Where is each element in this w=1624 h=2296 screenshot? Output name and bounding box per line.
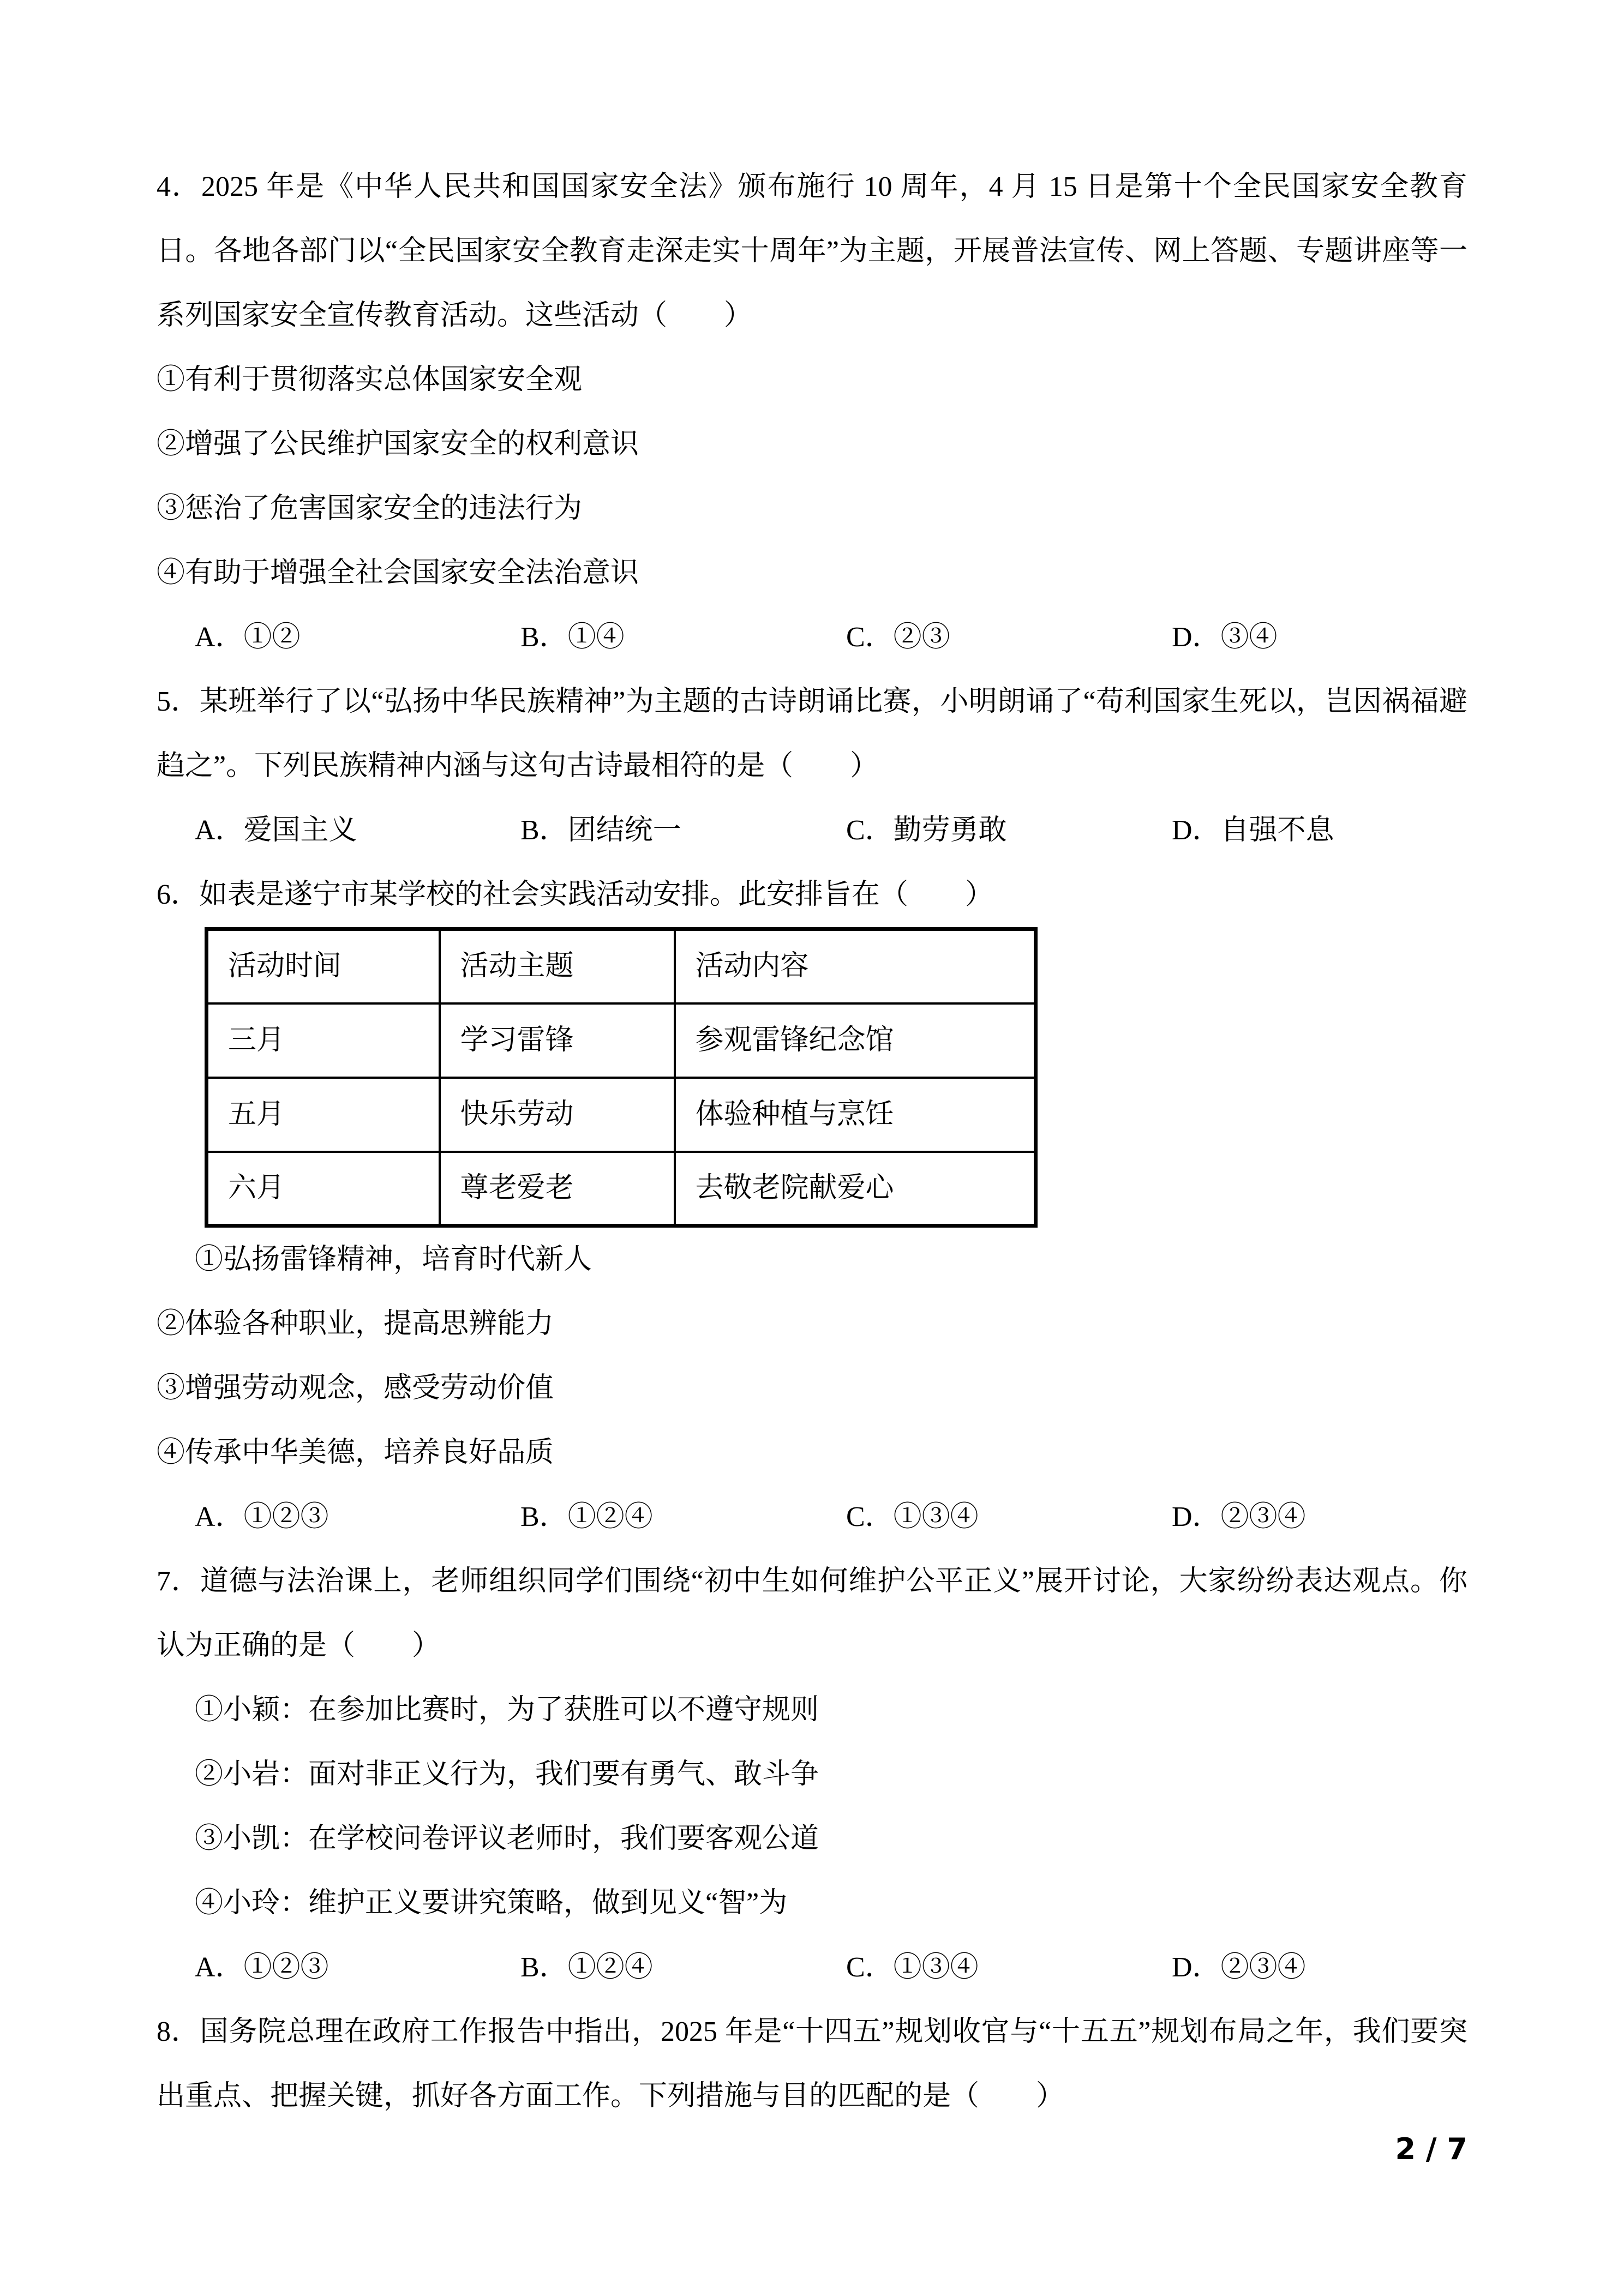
q7-option-d: D．②③④ xyxy=(1172,1952,1306,1983)
table-header-activity-content: 活动内容 xyxy=(675,929,1036,1003)
q7-statement-4: ④小玲：维护正义要讲究策略，做到见义“智”为 xyxy=(195,1888,788,1919)
question-8-stem: 8．国务院总理在政府工作报告中指出，2025 年是“十四五”规划收官与“十五五”规划布局之年，我们要突出重点、把握关键，抓好各方面工作。下列措施与目的匹配的是（ ） xyxy=(157,2016,1467,2112)
table-cell-theme-elderly: 尊老爱老 xyxy=(440,1152,675,1226)
table-cell-content-leifeng: 参观雷锋纪念馆 xyxy=(675,1003,1036,1078)
q4-statement-2: ②增强了公民维护国家安全的权利意识 xyxy=(157,429,639,460)
q6-options-row xyxy=(157,1485,1467,1549)
q7-option-c: C．①③④ xyxy=(846,1952,979,1983)
q4-option-d: D．③④ xyxy=(1172,622,1278,653)
q6-option-a: A．①②③ xyxy=(195,1501,329,1532)
q4-option-c: C．②③ xyxy=(846,622,950,653)
q7-statement-3: ③小凯：在学校问卷评议老师时，我们要客观公道 xyxy=(195,1823,819,1854)
question-7-stem: 7．道德与法治课上，老师组织同学们围绕“初中生如何维护公平正义”展开讨论，大家纷纷表达观点。你认为正确的是（ ） xyxy=(157,1566,1467,1661)
q4-options-row xyxy=(157,605,1467,670)
question-5-stem: 5．某班举行了以“弘扬中华民族精神”为主题的古诗朗诵比赛，小明朗诵了“苟利国家生死以，岂因祸福避趋之”。下列民族精神内涵与这句古诗最相符的是（ ） xyxy=(157,686,1467,782)
q4-option-b: B．①④ xyxy=(520,622,625,653)
page-number: 2 / 7 xyxy=(1395,2132,1467,2166)
q7-statement-1: ①小颖：在参加比赛时，为了获胜可以不遵守规则 xyxy=(195,1694,819,1726)
q7-option-b: B．①②④ xyxy=(520,1952,653,1983)
q6-option-b: B．①②④ xyxy=(520,1501,653,1532)
table-cell-month-may: 五月 xyxy=(207,1078,440,1152)
q6-statement-3: ③增强劳动观念，感受劳动价值 xyxy=(157,1373,554,1404)
table-cell-theme-leifeng: 学习雷锋 xyxy=(440,1003,675,1078)
table-header-activity-theme: 活动主题 xyxy=(440,929,675,1003)
table-row xyxy=(207,1003,1036,1078)
q4-option-a: A．①② xyxy=(195,622,301,653)
q7-options-row xyxy=(157,1936,1467,2000)
q4-statement-4: ④有助于增强全社会国家安全法治意识 xyxy=(157,557,639,588)
q6-option-d: D．②③④ xyxy=(1172,1501,1306,1532)
q5-option-a: A．爱国主义 xyxy=(195,815,357,846)
table-header-row xyxy=(207,929,1036,1003)
q4-statement-3: ③惩治了危害国家安全的违法行为 xyxy=(157,493,583,524)
q5-option-c: C．勤劳勇敢 xyxy=(846,815,1007,846)
q5-option-d: D．自强不息 xyxy=(1172,815,1334,846)
table-header-activity-time: 活动时间 xyxy=(207,929,440,1003)
question-4-stem: 4．2025 年是《中华人民共和国国家安全法》颁布施行 10 周年，4 月 15 日是第十个全民国家安全教育日。各地各部门以“全民国家安全教育走深走实十周年”为主题，开展普法宣传、网上答题、专题讲座等一系列国家安全宣传教育活动。这些活动（ ） xyxy=(157,171,1467,331)
q6-statement-2: ②体验各种职业，提高思辨能力 xyxy=(157,1308,554,1339)
table-row xyxy=(207,1152,1036,1226)
question-6-stem: 6．如表是遂宁市某学校的社会实践活动安排。此安排旨在（ ） xyxy=(157,879,994,910)
q4-statement-1: ①有利于贯彻落实总体国家安全观 xyxy=(157,364,583,395)
table-row xyxy=(207,1078,1036,1152)
table-cell-content-elderly: 去敬老院献爱心 xyxy=(675,1152,1036,1226)
q7-option-a: A．①②③ xyxy=(195,1952,329,1983)
q6-option-c: C．①③④ xyxy=(846,1501,979,1532)
activity-schedule-table xyxy=(205,927,1038,1228)
table-cell-month-june: 六月 xyxy=(207,1152,440,1226)
q5-options-row xyxy=(157,798,1467,863)
table-cell-content-labor: 体验种植与烹饪 xyxy=(675,1078,1036,1152)
table-cell-month-march: 三月 xyxy=(207,1003,440,1078)
q7-statement-2: ②小岩：面对非正义行为，我们要有勇气、敢斗争 xyxy=(195,1759,819,1790)
q6-statement-4: ④传承中华美德，培养良好品质 xyxy=(157,1437,554,1468)
table-cell-theme-labor: 快乐劳动 xyxy=(440,1078,675,1152)
q6-statement-1: ①弘扬雷锋精神，培育时代新人 xyxy=(195,1244,592,1275)
q5-option-b: B．团结统一 xyxy=(520,815,681,846)
